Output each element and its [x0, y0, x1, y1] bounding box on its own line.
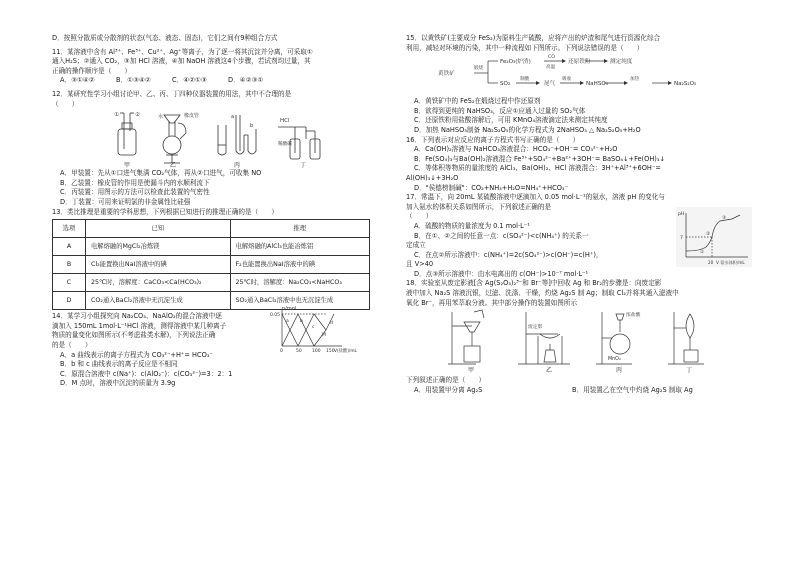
table-row [53, 274, 370, 292]
q15-option-c: C．还原铁粉用盐酸溶解后，可用 KMnO₄溶液滴定法来测定其纯度 [414, 116, 608, 125]
svg-text:SO₂: SO₂ [500, 81, 511, 88]
table-row [53, 238, 370, 256]
q18-option-b: B．用装置乙在空气中灼烧 Ag₂S 制取 Ag [572, 385, 693, 394]
svg-text:n/mol: n/mol [282, 306, 297, 313]
svg-text:吸收: 吸收 [562, 77, 572, 83]
q14-option-a: A．a 曲线表示的离子方程式为 CO₃²⁻+H⁺= HCO₃⁻ [60, 350, 213, 359]
q17-option-b-1: B．在①、②之间的任意一点：c(SO₄²⁻)<c(NH₄⁺) 的关系一 [414, 231, 589, 240]
q15-flow-svg [434, 53, 724, 97]
q11-stem-3: 正确的操作顺序是（ ） [52, 66, 132, 75]
q14-stem-3: 物质的量变化如图所示(不考虑盐类水解)，下列说法正确 [52, 331, 216, 340]
svg-text:a: a [286, 319, 289, 325]
q12-apparatus-svg [110, 109, 350, 169]
svg-text:0: 0 [280, 349, 283, 355]
q12-option-d: D．丁装置：可用来证明氯的非金属性比硅强 [60, 197, 191, 206]
q18-apparatus-svg [446, 308, 746, 368]
test-tubes-bing [218, 115, 256, 155]
q12-apparatus-figure [52, 109, 392, 169]
table-cell: F₂也能置换出NaI溶液中的碘 [230, 256, 369, 274]
q18-apparatus-figure [406, 308, 756, 376]
q12-option-a: A．甲装置：先从①口进气集满 CO₂气体，再从②口进气，可收集 NO [60, 169, 262, 178]
table-row [53, 256, 370, 274]
q15-option-d: D．加热 NaHSO₃制备 Na₂S₂O₅的化学方程式为 2NaHSO₃ △ Na₂S₂O₅+H₂O [414, 125, 641, 134]
table-cell: 25℃时，溶解度：CaCO₃<Ca(HCO₃)₂ [86, 274, 231, 292]
svg-text:稀酸碱: 稀酸碱 [278, 142, 292, 148]
q11-option-a: A．③①④② [60, 76, 95, 85]
q16-option-b: B．Fe(SO₄)₃与Ba(OH)₂溶液混合 Fe³⁺+SO₄²⁻+Ba²⁺+3OH⁻= BaSO₄↓+Fe(OH)₃↓ [414, 154, 666, 163]
label-ding: 丁 [300, 162, 307, 170]
q16-option-a: A．Ca(OH)₂溶液与 NaHCO₃溶液混合：HCO₃⁻+OH⁻= CO₃²⁻+H₂O [414, 145, 618, 154]
svg-text:0.05: 0.05 [270, 313, 281, 319]
svg-text:b: b [250, 123, 254, 130]
q12-option-c: C．丙装置：用图示的方法可以检查此装置的气密性 [60, 188, 210, 197]
table-cell: Cl₂能置换出NaI溶液中的碘 [86, 256, 231, 274]
heating-yi [518, 312, 570, 364]
svg-text:①: ① [700, 250, 705, 256]
label-bing: 丙 [234, 162, 241, 170]
gas-bottle-jia [118, 113, 136, 155]
svg-text:②: ② [706, 232, 711, 238]
q18-stem-1: 18．实验室从废定影液[含 Ag(S₂O₃)₂³⁻和 Br⁻等]中回收 Ag 和 Br₂的步骤是：向废定影 [406, 279, 662, 288]
q12-stem-2: （ ） [52, 99, 79, 108]
svg-text:制酸: 制酸 [520, 77, 530, 83]
svg-text:d: d [330, 321, 333, 327]
table-cell: SO₂通入BaCl₂溶液中也无沉淀生成 [230, 292, 369, 310]
label-yi: 乙 [170, 162, 177, 170]
q18-options [406, 386, 756, 396]
q14-option-c: C．原混合溶液中 c(Na⁺)：c(AlO₂⁻)：c(CO₃²⁻)=3：2：1 [60, 369, 233, 378]
table-cell: A [53, 238, 86, 256]
q14-option-b: B．b 和 c 曲线表示的离子反应是不相同 [60, 360, 178, 369]
q15-option-b: B．欲得到更纯的 NaHSO₃，反应①应通入过量的 SO₂气体 [414, 106, 586, 115]
svg-text:②: ② [135, 112, 140, 119]
svg-text:③: ③ [722, 216, 727, 222]
q14-stem-1: 14．某学习小组探究向 Na₂CO₃、NaAlO₂的混合溶液中逐 [52, 312, 222, 321]
table-header: 推理 [230, 220, 369, 238]
svg-text:a: a [231, 114, 235, 121]
label-ding: 丁 [686, 367, 693, 375]
q15-option-a: A．黄铁矿中的 FeS₂在煅烧过程中作还原剂 [414, 97, 541, 106]
q16-option-c-1: C．等体积等物质的量浓度的 AlCl₃、Ba(OH)₂、HCl 溶液混合：3H⁺+Al³⁺+6OH⁻= [414, 164, 661, 173]
svg-text:CO: CO [548, 55, 555, 61]
q14-stem-2: 滴加入 150mL 1mol·L⁻¹HCl 溶液，测得溶液中某几种离子 [52, 321, 227, 330]
q11-stem-2: 通入H₂S；②通入 CO₂，③加 HCl 溶液，④加 NaOH 溶液这4个步骤，若试剂均过量，其 [52, 57, 311, 66]
table-cell: CO₂通入BaCl₂溶液中无沉淀生成 [86, 292, 231, 310]
q11-stem-1: 11．某溶液中含有 Al³⁺、Fe³⁺、Cu²⁺、Ag⁺等离子，为了逐一将其沉淀并分离，可采取① [52, 47, 313, 56]
q12-option-b: B．乙装置：橡皮管的作用是使漏斗内的水顺利流下 [60, 178, 210, 187]
q17-stem-1: 17．常温下，向 20mL 某硫酸溶液中逐滴加入 0.05 mol·L⁻¹的氨水，溶液 pH 的变化与 [406, 193, 665, 202]
q17-stem-3: （ ） [406, 212, 433, 221]
svg-text:c: c [312, 325, 315, 331]
q14-option-d: D．M 点时，溶液中沉淀的质量为 3.9g [60, 379, 176, 388]
table-header: 已知 [86, 220, 231, 238]
table-cell: D [53, 292, 86, 310]
q18-stem-4: 下列叙述正确的是（ ） [406, 376, 486, 385]
table-cell: 电解熔融的MgCl₂冶炼镁 [86, 238, 231, 256]
svg-text:Na₂S₂O₅: Na₂S₂O₅ [674, 81, 697, 88]
table-cell: 电解熔融的AlCl₃也能冶炼铝 [230, 238, 369, 256]
svg-text:50: 50 [296, 349, 302, 355]
q17-option-c-1: C．在点②所示溶液中：c(NH₄⁺)=2c(SO₄²⁻)>c(OH⁻)=c(H⁺)， [414, 250, 603, 259]
curve-d [314, 314, 334, 346]
svg-text:高温: 高温 [546, 65, 556, 71]
q13-table [52, 219, 370, 313]
label-jia: 甲 [124, 162, 131, 170]
svg-text:加热: 加热 [630, 77, 640, 83]
q11-options [52, 76, 392, 86]
q15-stem-1: 15．以黄铁矿(主要成分 FeS₂)为原料生产硫酸，应将产出的炉渣和尾气进行资源化综合 [406, 34, 661, 42]
q18-stem-3: 氧化 Br⁻，再用苯萃取分液。其中部分操作的装置如图所示 [406, 298, 578, 307]
q15-stem-2: 利用，减轻对环境的污染，其中一种流程如下图所示。下列说法错误的是（ ） [406, 43, 644, 52]
svg-text:150: 150 [326, 349, 335, 355]
svg-text:测定纯度: 测定纯度 [610, 59, 633, 66]
q17-option-a: A．硫酸的物质的量浓度为 0.1 mol·L⁻¹ [414, 221, 530, 230]
q16-option-c-2: Al(OH)₃↓+3H₂O [406, 173, 459, 182]
q17-option-c-2: 且 V>40 [406, 260, 434, 269]
q14-ion-graph [270, 306, 362, 356]
q11-option-b: B．①③④② [116, 76, 151, 85]
svg-text:20: 20 [708, 260, 714, 266]
svg-text:浓盐酸: 浓盐酸 [626, 313, 641, 319]
q17-stem-2: 加入氨水的体积关系如图所示，下列叙述正确的是 [406, 202, 552, 211]
svg-text:尾气: 尾气 [544, 81, 556, 88]
table-cell: C [53, 274, 86, 292]
q17-option-d: D．点③所示溶液中：由水电离出的 c(OH⁻)>10⁻⁷ mol·L⁻¹ [414, 269, 589, 278]
svg-text:Fe₂O₃(炉渣): Fe₂O₃(炉渣) [500, 59, 531, 66]
flask-yi [163, 115, 186, 163]
svg-text:水: 水 [158, 114, 164, 121]
q17-ph-graph [676, 207, 752, 267]
svg-text:100: 100 [312, 349, 321, 355]
q16-option-d: D．"侯德榜制碱"：CO₂+NH₃+H₂O=NH₄⁺+HCO₃⁻ [414, 183, 569, 192]
left-column [52, 34, 392, 389]
q15-flow-diagram [406, 53, 756, 97]
q11-option-c: C．④②①③ [172, 76, 207, 85]
svg-text:煅烧: 煅烧 [474, 66, 484, 72]
table-cell: 25℃时，溶解度：Na₂CO₃<NaHCO₃ [230, 274, 369, 292]
svg-text:M: M [322, 333, 326, 339]
svg-text:HCl: HCl [280, 118, 290, 125]
separatory-funnel-ding [668, 312, 704, 364]
q18-option-a: A．用装置甲分离 Ag₂S [414, 385, 483, 394]
q10-option-d: D．按照分散质或分散剂的状态(气态、液态、固态)，它们之间有9种组合方式 [52, 34, 278, 42]
table-header: 选项 [53, 220, 86, 238]
svg-text:废定影: 废定影 [528, 325, 543, 331]
svg-text:NaHSO₃: NaHSO₃ [586, 81, 609, 88]
table-cell: B [53, 256, 86, 274]
svg-text:V 氨水体积/mL: V 氨水体积/mL [716, 260, 745, 266]
q14-block [52, 306, 392, 389]
table-header-row [53, 220, 370, 238]
svg-text:b: b [300, 319, 303, 325]
q17-block [406, 193, 756, 279]
q16-stem: 16．下列表示对应反应的离子方程式书写正确的是（ ） [406, 135, 580, 144]
svg-text:7: 7 [680, 236, 683, 242]
label-bing: 丙 [616, 367, 623, 375]
svg-text:V(盐酸)/mL: V(盐酸)/mL [334, 349, 357, 355]
right-column [406, 34, 756, 395]
svg-text:还原铁粉: 还原铁粉 [568, 59, 591, 66]
q12-stem-1: 12．某研究性学习小组讨论甲、乙、丙、丁四种仪器装置的用法，其中不合理的是 [52, 89, 292, 98]
svg-text:橡皮管: 橡皮管 [184, 113, 200, 120]
svg-text:①: ① [114, 112, 119, 119]
svg-text:pH: pH [678, 212, 685, 218]
label-jia: 甲 [468, 367, 475, 375]
q11-option-d: D．④②③① [228, 76, 264, 85]
filtration-jia [448, 310, 484, 364]
q17-option-b-2: 定成立 [406, 241, 426, 250]
q14-stem-4: 的是（ ） [52, 340, 92, 349]
label-yi: 乙 [546, 367, 553, 375]
q18-stem-2: 液中加入 Na₂S 溶液沉银，过滤、洗涤、干燥，灼烧 Ag₂S 制 Ag；制取 Cl₂并将其通入滤液中 [406, 289, 679, 298]
q13-stem: 13．类比推理是重要的学科思想，下列根据已知进行的推理正确的是（ ） [52, 207, 278, 216]
svg-text:黄铁矿: 黄铁矿 [438, 71, 455, 78]
svg-text:MnO₂: MnO₂ [608, 357, 621, 363]
